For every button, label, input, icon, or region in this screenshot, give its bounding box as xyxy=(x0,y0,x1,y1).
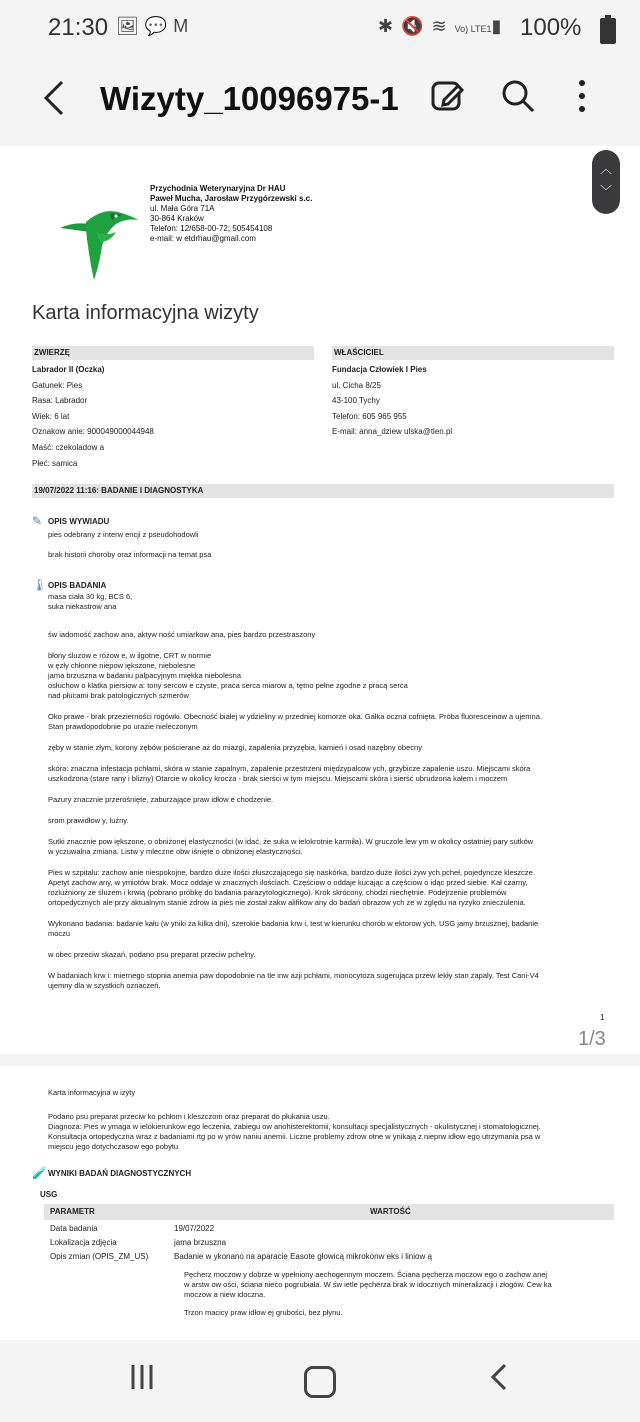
back-button[interactable] xyxy=(40,78,70,118)
clinic-street: ul. Mała Góra 71A xyxy=(150,204,215,213)
clinic-name: Przychodnia Weterynaryjna Dr HAU xyxy=(150,184,286,193)
owner-street: ul. Cicha 8/25 xyxy=(332,380,381,390)
status-bar xyxy=(0,0,640,60)
table-header xyxy=(44,1204,614,1220)
recent-apps-button[interactable] xyxy=(122,1362,162,1402)
clinic-owners: Paweł Mucha, Jarosław Przygórzewski s.c. xyxy=(150,194,313,203)
notification-icons xyxy=(116,16,194,37)
clinic-city: 30-864 Kraków xyxy=(150,214,204,223)
owner-header: WŁAŚCICIEL xyxy=(332,346,614,360)
table-row xyxy=(44,1236,614,1250)
row-value: Badanie w ykonano na aparacie Easote głowicą mikrokonw eks i liniow ą xyxy=(174,1252,432,1261)
animal-tag: Oznakow anie: 900049000044948 xyxy=(32,427,154,437)
exam-icon: 🌡 xyxy=(32,578,48,592)
table-row xyxy=(44,1222,614,1236)
exam-paragraph: skóra: znaczna infestacja pchłami, skóra w stanie zapalnym, zapalenie przestrzeni międzypalcow ych, grzybicze zapalenie uszu. Miejscami skóra uszkodzona (stare rany i blizny) Otarcie w okolicy krocza - brak sierści w tym miejscu. Miejscami skóra i sierść ubrudzona kałem i moczem xyxy=(48,764,531,783)
nav-back-button[interactable] xyxy=(480,1362,520,1402)
clinic-logo xyxy=(56,202,140,282)
results-title: WYNIKI BADAŃ DIAGNOSTYCZNYCH xyxy=(48,1168,192,1178)
exam-paragraph: W badaniach krw i: miernego stopnia anemia paw dopodobnie na tle inw azji pchłami, monocytoza sugerująca przew lekły stan zapaly. Test Cani-V4 ujemny dla w szystkich oznaczeń. xyxy=(48,971,539,990)
owner-city: 43-100 Tychy xyxy=(332,396,380,406)
animal-sex: Płeć: samica xyxy=(32,458,78,468)
back-icon xyxy=(485,1362,515,1392)
exam-paragraph: w obec przeciw skazań, podano psu preparat przeciw pchelny. xyxy=(48,950,256,959)
exam-paragraph: św iadomość zachow ana, aktyw ność umiarkow ana, pies bardzo przestraszony xyxy=(48,630,316,639)
row-value: jama brzuszna xyxy=(174,1238,227,1247)
more-options-button[interactable] xyxy=(562,78,602,118)
chevron-left-icon xyxy=(40,78,68,118)
battery-icon xyxy=(600,18,616,44)
signal-icon: ▮ xyxy=(491,16,510,36)
animal-color: Maść: czekoladow a xyxy=(32,442,105,452)
clinic-info xyxy=(150,184,312,244)
column-param: PARAMETR xyxy=(50,1207,95,1216)
history-line: brak historii choroby oraz informacji na temat psa xyxy=(48,550,212,559)
gmail-icon: M xyxy=(173,16,195,36)
results-table xyxy=(44,1204,614,1318)
row-value: 19/07/2022 xyxy=(174,1224,215,1233)
home-icon xyxy=(304,1366,336,1398)
exam-paragraph: srom prawidłow y, luźny. xyxy=(48,816,129,825)
test-tubes-icon: 🧪 xyxy=(32,1166,47,1180)
owner-name: Fundacja Człowiek I Pies xyxy=(332,365,427,374)
bluetooth-icon: ✱ xyxy=(378,16,402,36)
exam-paragraphs xyxy=(48,630,617,991)
chevron-down-icon[interactable]: ﹀ xyxy=(599,184,612,198)
animal-section xyxy=(32,346,314,471)
exam-paragraph: Wykonano badania: badanie kału (w yniki za kilka dni), szerokie badania krw i, test w kierunku chorób w ektorow ych, USG jamy brzusznej, badanie moczu xyxy=(48,919,539,938)
row-key: Data badania xyxy=(50,1224,98,1233)
animal-name: Labrador II (Oczka) xyxy=(32,365,105,374)
uterus-description: Trzon macicy praw idłow ej grubości, bez płynu. xyxy=(184,1308,343,1317)
recent-apps-icon xyxy=(127,1362,157,1392)
battery-percent: 100% xyxy=(520,14,582,41)
edit-button[interactable] xyxy=(428,78,468,118)
messenger-icon: 💬 xyxy=(144,16,174,36)
page-scroller[interactable] xyxy=(592,150,620,214)
bladder-description: Pęcherz moczow y dobrze w ypełniony aechogennym moczem. Ściana pęcherza moczow ego o zachow anej w arstw ow ości, ściana nieco pogrubiała. W św ietle pęcherza brak w idocznych mineralizacji i złogów. Cew ka moczow a niew idoczna. xyxy=(184,1270,552,1299)
system-icons xyxy=(378,16,509,37)
search-icon xyxy=(500,78,536,114)
page2-intro: Podano psu preparat przeciw ko pchłom i kleszczom oraz preparat do płukania uszu. Diagnoza: Pies w ymaga w ielokierunkow ego leczenia, zabiegu ow ariohisterektomii, konsultacji specjalistycznych - okulistycznej i stomatologicznej. Konsultacja ortopedyczna wraz z badaniami rtg po w yrów naniu anemii. Liczne problemy zdrow otne w ynikają z nieprw idłow ego utrzymania psa w miejscu jego dotychczasow ego pobytu xyxy=(48,1112,541,1151)
exam-paragraph: Pies w szpitalu: zachow anie niespokojne, bardzo duże ilości złuszczającego się naskórka, bardzo duże ilości żyw ych pcheł, pojedyncze kleszcze. Apetyt zachow any, w ymiotów brak. Mocz oddaje w znacznych ilościach. Częściow o oddaje kucając a częściow o idąc przed siebie. Kał czarny, rozluźniony ze śluzem i krwią (pobrano próbkę do badania parazytologicznego). Krok skrócony, chodzi niechętnie. Podejrzenie problemów ortopedycznych ale przy aktualnym stanie zdrow ia pies nie został zakw alifikow any do badań obrazow ych ze w zględu na ryzyko znieczulenia. xyxy=(48,868,535,907)
search-button[interactable] xyxy=(498,78,538,118)
chevron-up-icon[interactable]: ︿ xyxy=(599,162,612,176)
status-time: 21:30 xyxy=(48,14,109,41)
mute-icon: 🔇 xyxy=(401,16,432,36)
document-title: Wizyty_10096975-1 xyxy=(100,80,399,117)
exam-section xyxy=(32,578,617,1002)
more-vertical-icon xyxy=(564,78,600,114)
app-bar xyxy=(0,60,640,148)
owner-section xyxy=(332,346,614,440)
table-row xyxy=(44,1250,614,1264)
edit-icon xyxy=(430,78,466,114)
animal-breed: Rasa: Labrador xyxy=(32,396,88,406)
animal-age: Wiek: 6 lat xyxy=(32,411,70,421)
history-section xyxy=(32,514,612,560)
usg-label: USG xyxy=(40,1190,58,1199)
exam-paragraph: Oko prawe - brak przezierności rogówki. Obecność białej w ydzieliny w przedniej komorze oka. Gałka oczna cofnięta. Próba fluoresceinow a ujemna. Stan prawdopodobnie po urazie nieleczonym xyxy=(48,712,542,731)
row-key: Lokalizacja zdjęcia xyxy=(50,1238,117,1247)
history-icon: ✎ xyxy=(32,514,43,528)
owner-email: E-mail: anna_dziew ulska@tlen.pl xyxy=(332,427,453,437)
animal-species: Gatunek: Pies xyxy=(32,380,83,390)
exam-paragraph: Sutki znacznie pow iększone, o obniżonej elastyczności (w idać, że suka w ielokrotnie karmiła). W gruczole lew ym w okolicy ostatniej pary sutków w yczuwalna zmiana. Listw y mleczne obw iśnięte o obniżonej elastyczności. xyxy=(48,837,534,856)
network-label: Vo) LTE1 xyxy=(454,24,492,34)
history-line: pies odebrany z interw encji z pseudohodowli xyxy=(48,530,199,539)
exam-line: masa ciała 30 kg, BCS 6, xyxy=(48,592,133,601)
navigation-bar xyxy=(0,1340,640,1422)
owner-phone: Telefon: 605 965 955 xyxy=(332,411,407,421)
clinic-phone: Telefon: 12/658-00-72; 505454108 xyxy=(150,224,273,233)
page-number: 1 xyxy=(600,1013,605,1022)
exam-line: suka niekastrow ana xyxy=(48,602,117,611)
exam-paragraph: Pazury znacznie przerośnięte, zaburzające praw idłow e chodzenie. xyxy=(48,795,274,804)
exam-title: OPIS BADANIA xyxy=(48,580,107,590)
row-key: Opis zmian (OPIS_ZM_US) xyxy=(50,1252,149,1261)
results-heading xyxy=(32,1166,191,1180)
animal-header: ZWIERZĘ xyxy=(32,346,314,360)
page2-header: Karta informacyjna w izyty xyxy=(48,1088,136,1097)
exam-paragraph: zęby w stanie złym, korony zębów pościerane aż do miazgi, zapalenia przyzębia, kamień i osad nazębny obecny xyxy=(48,743,422,752)
page-separator xyxy=(0,1054,640,1066)
history-title: OPIS WYWIADU xyxy=(48,516,110,526)
page-heading: Karta informacyjna wizyty xyxy=(32,302,259,324)
home-button[interactable] xyxy=(300,1362,340,1402)
image-icon: 🖼 xyxy=(116,16,145,36)
wifi-icon: ≋ xyxy=(431,16,455,36)
visit-header: 19/07/2022 11:16: BADANIE I DIAGNOSTYKA xyxy=(32,484,614,498)
exam-paragraph: błony śluzow e różow e, w ilgotne, CRT w normie w ęzły chłonne niepow iększone, niebolesne jama brzuszna w badaniu palpacyjnym miękka niebolesna osłuchow o klatka piersiow a: tony sercow e czyste, praca serca miarow a, tętno pełne zgodne z pracą serca nad płucami brak patologicznych szmerów xyxy=(48,651,408,700)
clinic-email: e-mail: w etdrhau@gmail.com xyxy=(150,234,256,243)
column-value: WARTOŚĆ xyxy=(370,1207,411,1216)
page-indicator: 1/3 xyxy=(578,1028,606,1050)
